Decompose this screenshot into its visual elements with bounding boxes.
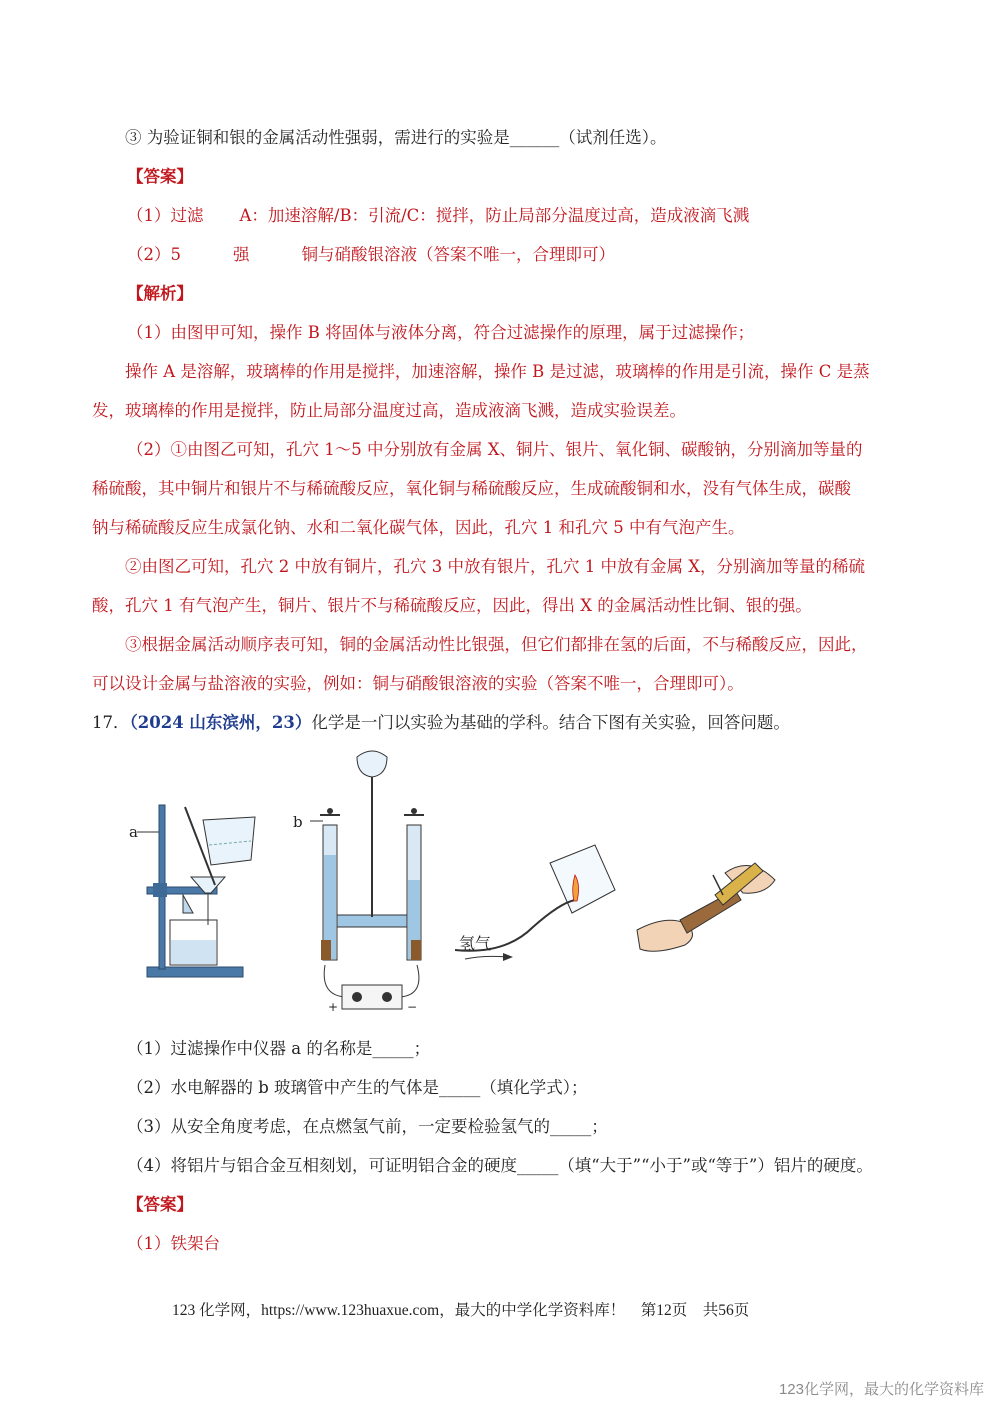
answer-heading: 【答案】 bbox=[127, 167, 193, 186]
hydrogen-burning bbox=[455, 845, 615, 961]
scratch-test bbox=[637, 863, 775, 951]
label-minus: − bbox=[407, 1000, 418, 1014]
analysis-p3-line1: （2）①由图乙可知，孔穴 1～5 中分别放有金属 X、铜片、银片、氧化铜、碳酸钠，分别滴加等量的 bbox=[127, 440, 863, 459]
watermark-text: 123化学网，最大的化学资料库 bbox=[778, 1381, 984, 1398]
answer-1-text: A：加速溶解/B：引流/C：搅拌，防止局部分温度过高，造成液滴飞溅 bbox=[239, 206, 750, 225]
analysis-p3-line2: 稀硫酸，其中铜片和银片不与稀硫酸反应，氧化铜与稀硫酸反应，生成硫酸铜和水，没有气体生成，碳酸 bbox=[92, 479, 851, 498]
final-answer-1: （1）铁架台 bbox=[127, 1234, 220, 1253]
analysis-p5-line2: 可以设计金属与盐溶液的实验，例如：铜与硝酸银溶液的实验（答案不唯一，合理即可）。 bbox=[92, 674, 744, 693]
answer-2-mid: 强 bbox=[233, 245, 250, 264]
answer-1-label: （1）过滤 bbox=[127, 206, 204, 225]
label-hydrogen: 氢气 bbox=[459, 934, 492, 953]
subquestion-2: （2）水电解器的 b 玻璃管中产生的气体是_____（填化学式）； bbox=[127, 1078, 588, 1097]
label-plus: + bbox=[328, 1000, 339, 1014]
analysis-p2-line1: 操作 A 是溶解，玻璃棒的作用是搅拌，加速溶解，操作 B 是过滤，玻璃棒的作用是引流，操作 C 是蒸 bbox=[125, 362, 870, 381]
question-17-stem: 化学是一门以实验为基础的学科。结合下图有关实验，回答问题。 bbox=[311, 713, 790, 732]
answer-2-label: （2）5 bbox=[127, 245, 181, 264]
subquestion-3: （3）从安全角度考虑，在点燃氢气前，一定要检验氢气的_____； bbox=[127, 1117, 608, 1136]
experiment-figure bbox=[125, 745, 785, 1015]
filtration-apparatus bbox=[129, 805, 255, 977]
label-a: a bbox=[129, 823, 138, 841]
subquestion-4: （4）将铝片与铝合金互相刻划，可证明铝合金的硬度_____（填“大于”“小于”或“等于”）铝片的硬度。 bbox=[127, 1156, 873, 1175]
analysis-p3-line3: 钠与稀硫酸反应生成氯化钠、水和二氧化碳气体，因此，孔穴 1 和孔穴 5 中有气泡产生。 bbox=[92, 518, 745, 537]
question-17-header bbox=[92, 711, 790, 735]
water-electrolyzer bbox=[293, 751, 424, 1014]
analysis-p2-line2: 发，玻璃棒的作用是搅拌，防止局部分温度过高，造成液滴飞溅，造成实验误差。 bbox=[92, 401, 686, 420]
analysis-p5-line1: ③根据金属活动顺序表可知，铜的金属活动性比银强，但它们都排在氢的后面，不与稀酸反应，因此， bbox=[125, 635, 868, 654]
page-footer: 123 化学网，https://www.123huaxue.com，最大的中学化学资料库！ 第12页 共56页 bbox=[172, 1302, 750, 1319]
answer-heading-2: 【答案】 bbox=[127, 1195, 193, 1214]
question-16-part-3: ③ 为验证铜和银的金属活动性强弱，需进行的实验是______（试剂任选）。 bbox=[125, 128, 667, 147]
analysis-p1: （1）由图甲可知，操作 B 将固体与液体分离，符合过滤操作的原理，属于过滤操作； bbox=[127, 323, 755, 342]
answer-line-2 bbox=[127, 243, 615, 267]
answer-2-text: 铜与硝酸银溶液（答案不唯一，合理即可） bbox=[301, 245, 615, 264]
question-17-source: （2024 山东滨州，23） bbox=[129, 713, 312, 732]
question-17-number: 17． bbox=[92, 713, 130, 732]
answer-line-1 bbox=[127, 204, 749, 228]
analysis-p4-line1: ②由图乙可知，孔穴 2 中放有铜片，孔穴 3 中放有银片，孔穴 1 中放有金属 X，分别滴加等量的稀硫 bbox=[125, 557, 865, 576]
subquestion-1: （1）过滤操作中仪器 a 的名称是_____； bbox=[127, 1039, 431, 1058]
analysis-heading: 【解析】 bbox=[127, 284, 193, 303]
analysis-p4-line2: 酸，孔穴 1 有气泡产生，铜片、银片不与稀硫酸反应，因此，得出 X 的金属活动性比铜、银的强。 bbox=[92, 596, 812, 615]
label-b: b bbox=[293, 813, 303, 831]
